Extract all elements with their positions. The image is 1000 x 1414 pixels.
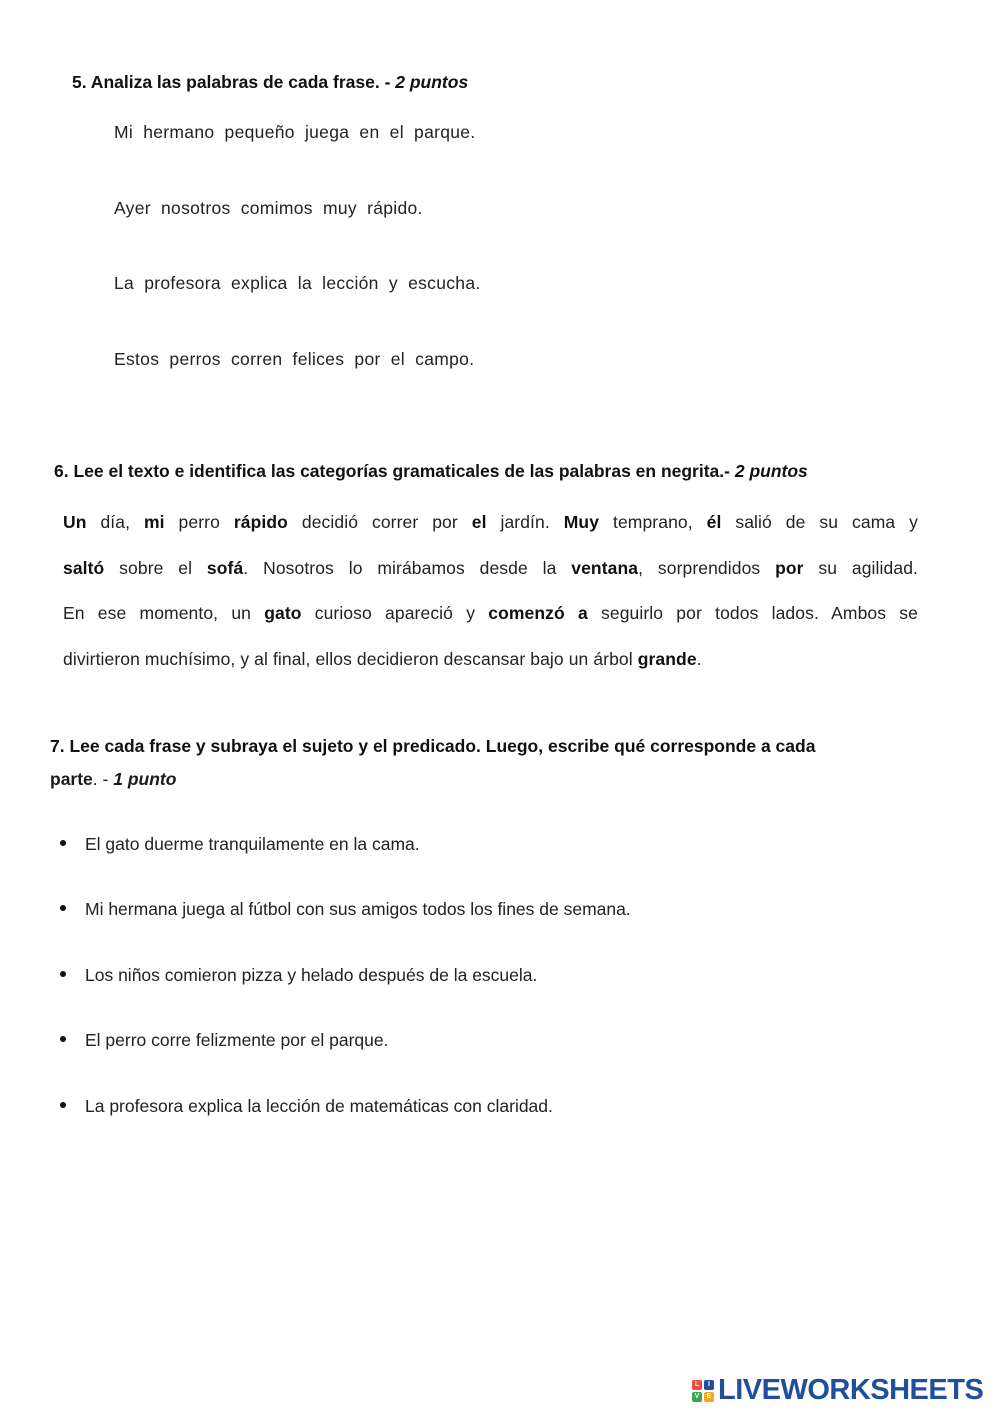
bullet-icon [60,971,66,977]
bold-word: comenzó a [488,603,588,623]
bold-word: por [775,558,804,578]
section-7-heading-parte: parte [50,769,93,789]
section-6-heading: 6. Lee el texto e identifica las categorías gramaticales de las palabras en negrita.- 2 puntos [54,461,808,481]
section-5-sentence-4: Estos perros corren felices por el campo. [114,349,475,369]
section-6-text-line [63,512,918,533]
text-run: curioso apareció y [301,603,489,623]
text-run: , sorprendidos [638,558,776,578]
bold-word: Un [63,512,87,532]
bold-word: sofá [206,558,244,578]
text-run: jardín. [486,512,564,532]
section-5-sentence-2: Ayer nosotros comimos muy rápido. [114,198,423,218]
bold-word: grande [637,649,697,669]
text-run: En ese momento, un [63,603,265,623]
section-6-text-line [63,649,702,670]
liveworksheets-logo[interactable] [692,1374,983,1407]
text-run: divirtieron muchísimo, y al final, ellos decidieron descansar bajo un árbol [63,649,638,669]
bold-word: el [471,512,487,532]
section-6-text-line [63,558,918,579]
section-7-list-item: El perro corre felizmente por el parque. [60,1030,388,1051]
text-run: decidió correr por [287,512,472,532]
bold-word: rápido [233,512,288,532]
bold-word: mi [144,512,165,532]
section-7-list-item: El gato duerme tranquilamente en la cama. [60,834,420,855]
text-run: su agilidad. [803,558,918,578]
bold-word: gato [264,603,302,623]
text-run: día, [86,512,144,532]
bullet-icon [60,1036,66,1042]
logo-grid-icon [692,1380,714,1402]
bold-word: él [706,512,722,532]
logo-square: I [704,1380,714,1390]
logo-square: V [692,1392,702,1402]
section-6-text-line [63,603,918,624]
logo-square: E [704,1392,714,1402]
bold-word: ventana [571,558,639,578]
section-7-list-item: Los niños comieron pizza y helado después de la escuela. [60,965,537,986]
bullet-icon [60,840,66,846]
section-7-list-item: Mi hermana juega al fútbol con sus amigos todos los fines de semana. [60,899,631,920]
bullet-icon [60,905,66,911]
text-run: . Nosotros lo mirábamos desde la [243,558,572,578]
text-run: salió de su cama y [721,512,919,532]
bullet-icon [60,1102,66,1108]
section-7-list-item: La profesora explica la lección de matemáticas con claridad. [60,1096,553,1117]
section-5-sentence-3: La profesora explica la lección y escucha. [114,273,481,293]
section-7-heading-line-2: parte. - 1 punto [50,769,177,789]
section-5-sentence-1: Mi hermano pequeño juega en el parque. [114,122,476,142]
text-run: sobre el [104,558,207,578]
bold-word: Muy [563,512,600,532]
text-run: perro [164,512,234,532]
text-run: seguirlo por todos lados. Ambos se [587,603,918,623]
logo-text: LIVEWORKSHEETS [718,1374,984,1406]
logo-square: L [692,1380,702,1390]
section-5-points: 2 puntos [395,72,469,92]
text-run: . [696,649,702,669]
section-7-heading-line-1: 7. Lee cada frase y subraya el sujeto y el predicado. Luego, escribe qué corresponde a cada [50,736,816,756]
section-5-heading: 5. Analiza las palabras de cada frase. - 2 puntos [72,72,469,92]
section-7-points: 1 punto [113,769,177,789]
section-6-points: 2 puntos [734,461,808,481]
text-run: temprano, [599,512,707,532]
bold-word: saltó [63,558,105,578]
